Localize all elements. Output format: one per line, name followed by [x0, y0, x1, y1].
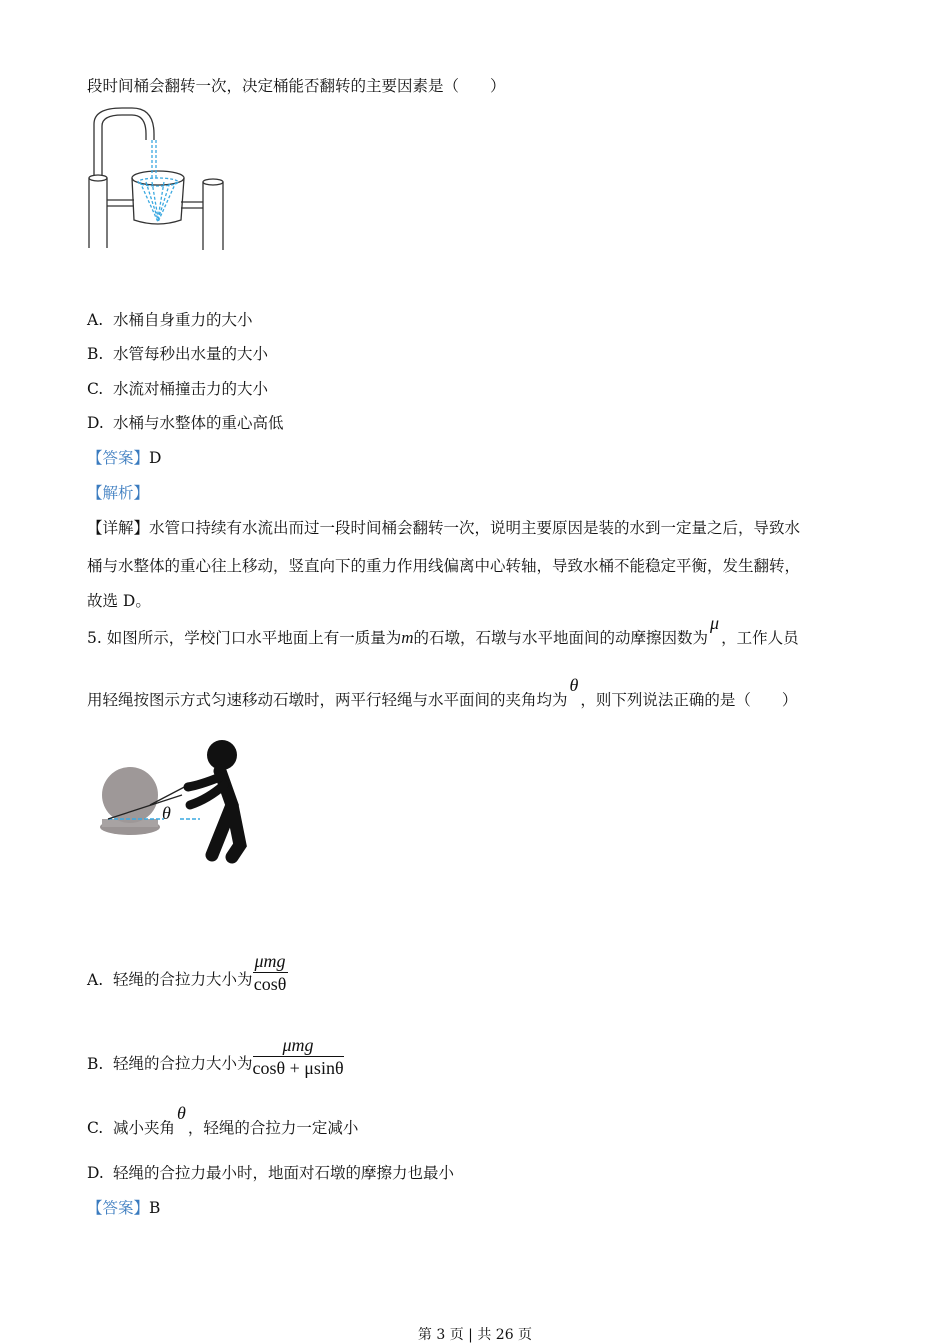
- answer-value: D: [149, 449, 162, 467]
- question-5-line-2: 用轻绳按图示方式匀速移动石墩时，两平行轻绳与水平面间的夹角均为θ，则下列说法正确的是（ ）: [87, 675, 798, 709]
- q4-detail-line-2: 桶与水整体的重心往上移动，竖直向下的重力作用线偏离中心转轴，导致水桶不能稳定平衡，发生翻转，: [87, 557, 801, 575]
- question-4-stem-tail: 段时间桶会翻转一次，决定桶能否翻转的主要因素是（ ）: [87, 77, 506, 95]
- angle-theta-label: θ: [162, 803, 171, 823]
- q4-detail-line-3: 故选 D。: [87, 592, 151, 610]
- q4-option-c[interactable]: C. 水流对桶撞击力的大小: [87, 380, 269, 398]
- stone-pier-figure: [100, 735, 250, 865]
- formula-b: $\frac{\text{μmg}}{\cos\theta + \mu\sin\theta}$: [252, 1035, 344, 1078]
- q4-answer: [87, 448, 161, 468]
- page-footer: 第 3 页 | 共 26 页: [417, 1327, 533, 1343]
- q4-option-d[interactable]: D. 水桶与水整体的重心高低: [87, 414, 284, 432]
- q5-option-d[interactable]: D. 轻绳的合拉力最小时，地面对石墩的摩擦力也最小: [87, 1164, 455, 1182]
- q5-option-a[interactable]: A. 轻绳的合拉力大小为 $\frac{\text{μmg}}{\cos\theta}$: [87, 951, 287, 994]
- formula-a: $\frac{\text{μmg}}{\cos\theta}$: [253, 951, 287, 994]
- q4-detail-line-1: 【详解】水管口持续有水流出而过一段时间桶会翻转一次，说明主要原因是装的水到一定量之后，导致水: [87, 519, 801, 537]
- answer-value: B: [149, 1199, 161, 1217]
- q5-answer: [87, 1198, 160, 1218]
- answer-label: 【答案】: [87, 1199, 150, 1217]
- q5-option-b[interactable]: B. 轻绳的合拉力大小为 $\frac{\text{μmg}}{\cos\theta + \mu\sin\theta}$: [87, 1035, 344, 1078]
- q4-option-b[interactable]: B. 水管每秒出水量的大小: [87, 345, 269, 363]
- question-5-line-1: 5. 如图所示，学校门口水平地面上有一质量为m的石墩，石墩与水平地面间的动摩擦因数为μ，工作人员: [87, 613, 799, 647]
- q4-option-a[interactable]: A. 水桶自身重力的大小: [87, 311, 253, 329]
- q4-analysis-label: 【解析】: [87, 484, 150, 502]
- bucket-figure: [82, 104, 232, 254]
- answer-label: 【答案】: [87, 449, 150, 467]
- q5-option-c[interactable]: C. 减小夹角θ，轻绳的合拉力一定减小: [87, 1103, 359, 1137]
